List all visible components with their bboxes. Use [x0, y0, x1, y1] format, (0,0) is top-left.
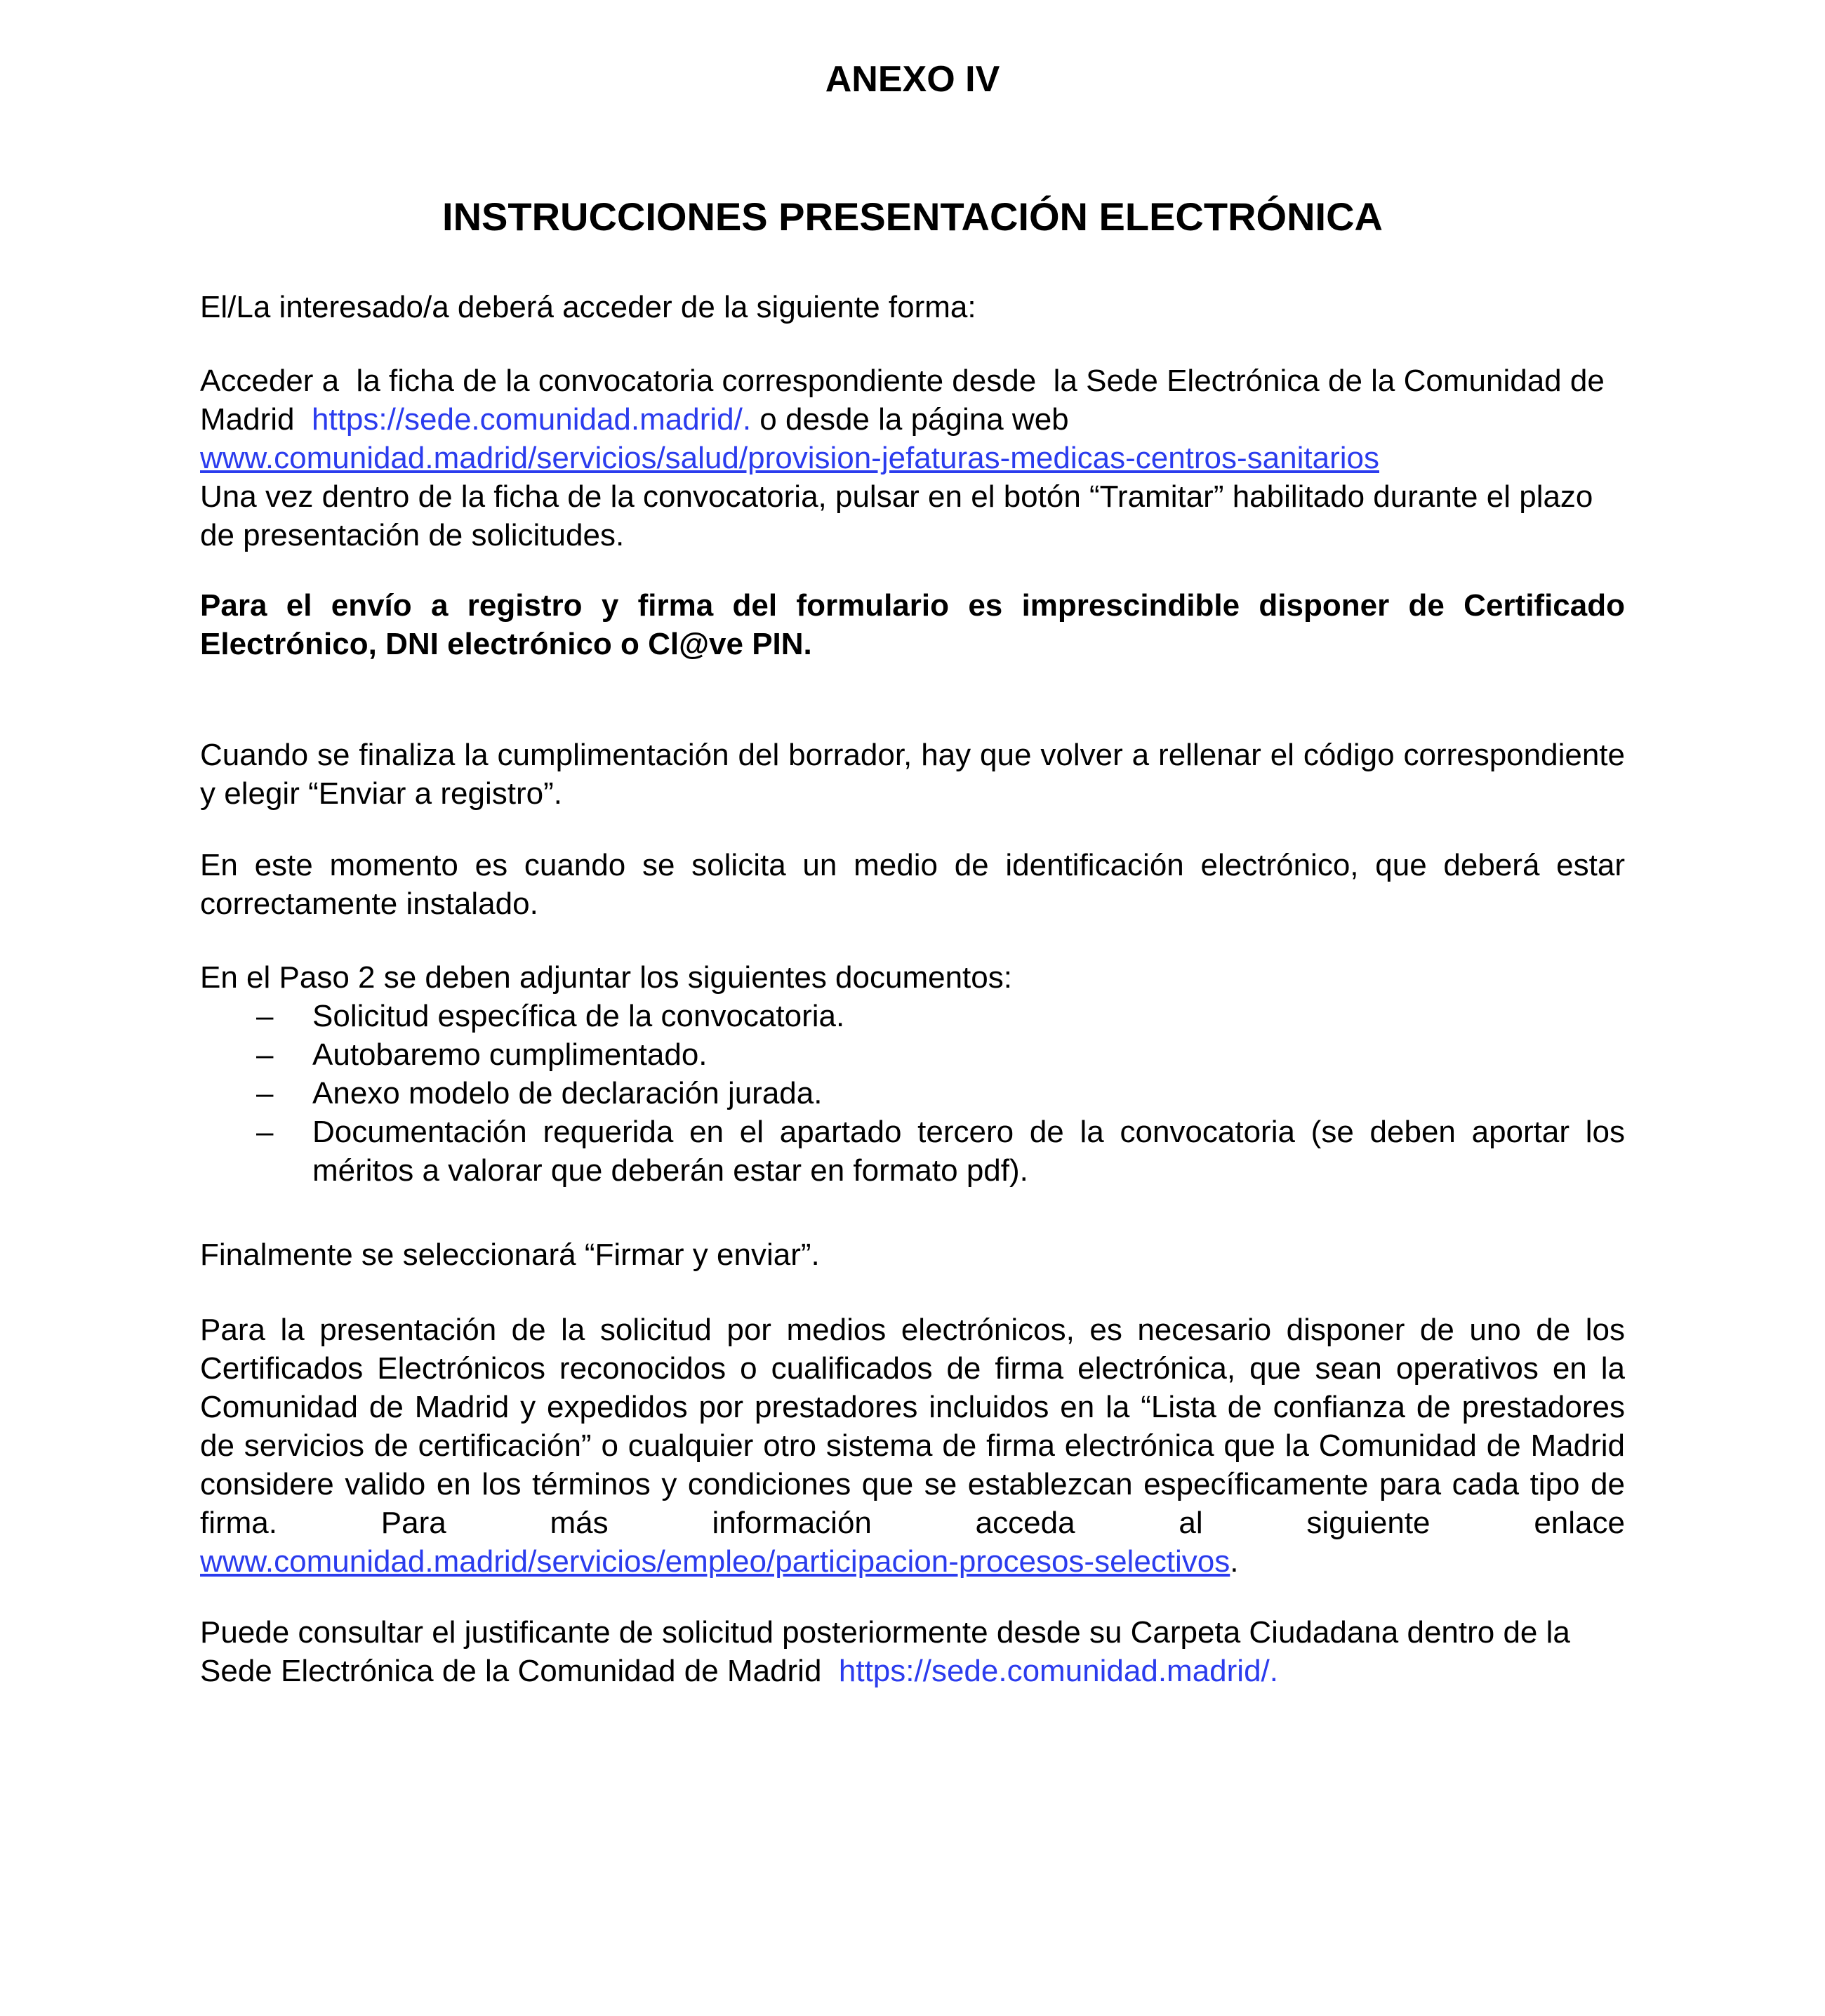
list-item-text: Anexo modelo de declaración jurada.	[312, 1076, 823, 1110]
tramitar-paragraph	[200, 477, 1625, 555]
salud-provision-link[interactable]: www.comunidad.madrid/servicios/salud/provision-jefaturas-medicas-centros-sanitarios	[200, 441, 1379, 475]
certificados-text-pre: Para la presentación de la solicitud por medios electrónicos, es necesario disponer de uno de los Certificados Electrónicos reconocidos o cualificados de firma electrónica, que sean operativos en la Comunidad de Madrid y expedidos por prestadores incluidos en la “Lista de confianza de prestadores de servicios de certificación” o cualquier otro sistema de firma electrónica que la Comunidad de Madrid considere valido en los términos y condiciones que se establezcan específicamente para cada tipo de firma. Para más información acceda al siguiente enlace	[200, 1313, 1625, 1540]
page-subtitle: INSTRUCCIONES PRESENTACIÓN ELECTRÓNICA	[442, 194, 1383, 239]
requirement-text: Para el envío a registro y firma del formulario es imprescindible disponer de Certificado Electrónico, DNI electrónico o Cl@ve PIN.	[200, 588, 1625, 661]
page-title: ANEXO IV	[825, 59, 1000, 100]
borrador-text: Cuando se finaliza la cumplimentación del borrador, hay que volver a rellenar el código correspondiente y elegir “Enviar a registro”.	[200, 738, 1625, 811]
dash-marker: –	[256, 1076, 274, 1110]
requirement-paragraph	[200, 586, 1625, 663]
list-item-text: Solicitud específica de la convocatoria.	[312, 999, 845, 1033]
list-item-autobaremo	[200, 1035, 1625, 1074]
identificacion-text: En este momento es cuando se solicita un medio de identificación electrónico, que deberá estar correctamente instalado.	[200, 848, 1625, 921]
certificados-paragraph	[200, 1311, 1625, 1581]
access-text-mid: o desde la página web	[751, 402, 1069, 437]
sede-electronica-link[interactable]: https://sede.comunidad.madrid/.	[311, 402, 752, 437]
list-item-anexo	[200, 1074, 1625, 1113]
justificante-paragraph	[200, 1613, 1625, 1690]
dash-marker: –	[256, 1037, 274, 1072]
sede-electronica-link-2[interactable]: https://sede.comunidad.madrid/.	[838, 1654, 1278, 1688]
dash-marker: –	[256, 999, 274, 1033]
list-item-documentacion	[200, 1113, 1625, 1190]
borrador-paragraph	[200, 736, 1625, 813]
tramitar-text: Una vez dentro de la ficha de la convocatoria, pulsar en el botón “Tramitar” habilitado durante el plazo de presentación de solicitudes.	[200, 479, 1593, 552]
documents-list	[200, 997, 1625, 1190]
paso2-heading	[200, 958, 1625, 997]
firmar-text: Finalmente se seleccionará “Firmar y enviar”.	[200, 1238, 820, 1272]
list-item-solicitud	[200, 997, 1625, 1035]
intro-paragraph	[200, 288, 1625, 326]
identificacion-paragraph	[200, 846, 1625, 923]
intro-text: El/La interesado/a deberá acceder de la siguiente forma:	[200, 290, 976, 324]
access-text-pre: Acceder a la ficha de la convocatoria correspondiente desde la Sede Electrónica de la Comunidad de Madrid	[200, 364, 1605, 437]
list-item-text: Autobaremo cumplimentado.	[312, 1037, 708, 1072]
procesos-selectivos-link[interactable]: www.comunidad.madrid/servicios/empleo/participacion-procesos-selectivos	[200, 1544, 1230, 1579]
justificante-text-pre: Puede consultar el justificante de solicitud posteriormente desde su Carpeta Ciudadana dentro de la Sede Electrónica de la Comunidad de Madrid	[200, 1615, 1570, 1688]
certificados-text-post: .	[1230, 1544, 1239, 1579]
paso2-heading-text: En el Paso 2 se deben adjuntar los siguientes documentos:	[200, 960, 1012, 995]
firmar-paragraph	[200, 1235, 1625, 1274]
list-item-text: Documentación requerida en el apartado tercero de la convocatoria (se deben aportar los méritos a valorar que deberán estar en formato pdf).	[312, 1115, 1625, 1188]
dash-marker: –	[256, 1115, 274, 1149]
access-paragraph	[200, 362, 1625, 477]
